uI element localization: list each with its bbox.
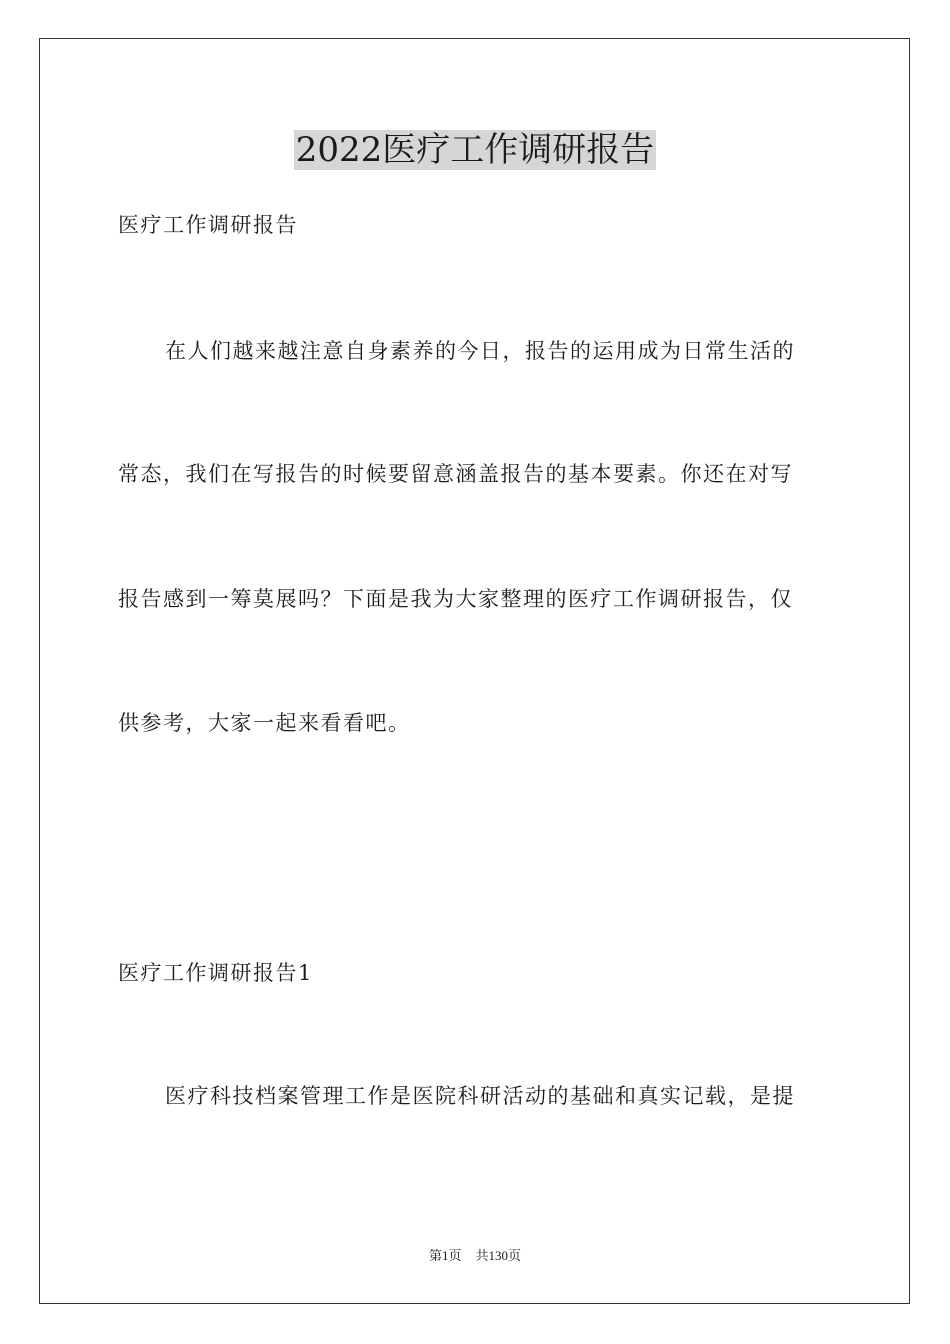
page-total: 共130页 bbox=[475, 1248, 522, 1263]
document-subtitle: 医疗工作调研报告 bbox=[118, 213, 298, 237]
paragraph-line: 报告感到一筹莫展吗？下面是我为大家整理的医疗工作调研报告，仅 bbox=[118, 587, 793, 611]
document-title bbox=[0, 128, 950, 172]
document-title-text: 2022医疗工作调研报告 bbox=[295, 130, 655, 170]
page-footer bbox=[0, 1247, 950, 1265]
paragraph-line: 医疗科技档案管理工作是医院科研活动的基础和真实记载，是提 bbox=[165, 1084, 795, 1108]
page-number: 第1页 bbox=[428, 1248, 462, 1263]
section-heading: 医疗工作调研报告1 bbox=[118, 961, 313, 985]
paragraph-line: 常态，我们在写报告的时候要留意涵盖报告的基本要素。你还在对写 bbox=[118, 462, 793, 486]
paragraph-line: 供参考，大家一起来看看吧。 bbox=[118, 711, 411, 735]
paragraph-line: 在人们越来越注意自身素养的今日，报告的运用成为日常生活的 bbox=[165, 339, 795, 363]
